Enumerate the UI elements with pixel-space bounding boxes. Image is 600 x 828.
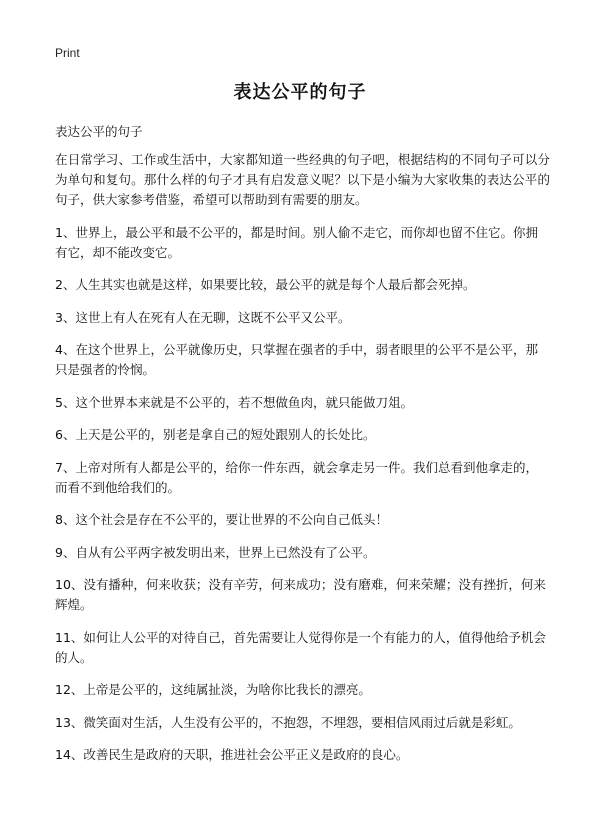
sentence-list [55,223,550,766]
sentence-item: 3、这世上有人在死有人在无聊，这既不公平又公平。 [55,309,351,325]
sentence-item: 14、改善民生是政府的天职，推进社会公平正义是政府的良心。 [55,747,409,762]
sentence-item: 7、上帝对所有人都是公平的，给你一件东西，就会拿走另一件。我们总看到他拿走的，而看不到他给我们的。 [55,459,538,495]
sentence-item: 10、没有播种，何来收获；没有辛劳，何来成功；没有磨难，何来荣耀；没有挫折，何来辉煌。 [55,577,546,612]
sentence-item: 13、微笑面对生活，人生没有公平的，不抱怨，不埋怨，要相信风雨过后就是彩虹。 [55,714,521,730]
sentence-item: 5、这个世界本来就是不公平的，若不想做鱼肉，就只能做刀俎。 [55,394,413,410]
intro-paragraph: 在日常学习、工作或生活中，大家都知道一些经典的句子吧，根据结构的不同句子可以分为单句和复句。那什么样的句子才具有启发意义呢？以下是小编为大家收集的表达公平的句子，供大家参考借鉴，希望可以帮助到有需要的朋友。 [55,152,550,207]
print-label: Print [55,46,80,60]
sentence-item: 2、人生其实也就是这样，如果要比较，最公平的就是每个人最后都会死掉。 [55,277,476,292]
sentence-item: 4、在这个世界上，公平就像历史，只掌握在强者的手中，弱者眼里的公平不是公平，那只是强者的怜悯。 [55,342,538,377]
sentence-item: 9、自从有公平两字被发明出来，世界上已然没有了公平。 [55,544,376,560]
page-title: 表达公平的句子 [233,82,367,103]
sentence-item: 12、上帝是公平的，这纯属扯淡，为啥你比我长的漂亮。 [55,682,371,697]
sentence-item: 11、如何让人公平的对待自己，首先需要让人觉得你是一个有能力的人，值得他给予机会的人。 [55,629,546,665]
article-body [55,150,550,778]
page-subtitle: 表达公平的句子 [55,124,143,139]
sentence-item: 1、世界上，最公平和最不公平的，都是时间。别人偷不走它，而你却也留不住它。你拥有它，却不能改变它。 [55,224,538,260]
sentence-item: 6、上天是公平的，别老是拿自己的短处跟别人的长处比。 [55,427,376,442]
sentence-item: 8、这个社会是存在不公平的，要让世界的不公向自己低头！ [55,512,388,527]
